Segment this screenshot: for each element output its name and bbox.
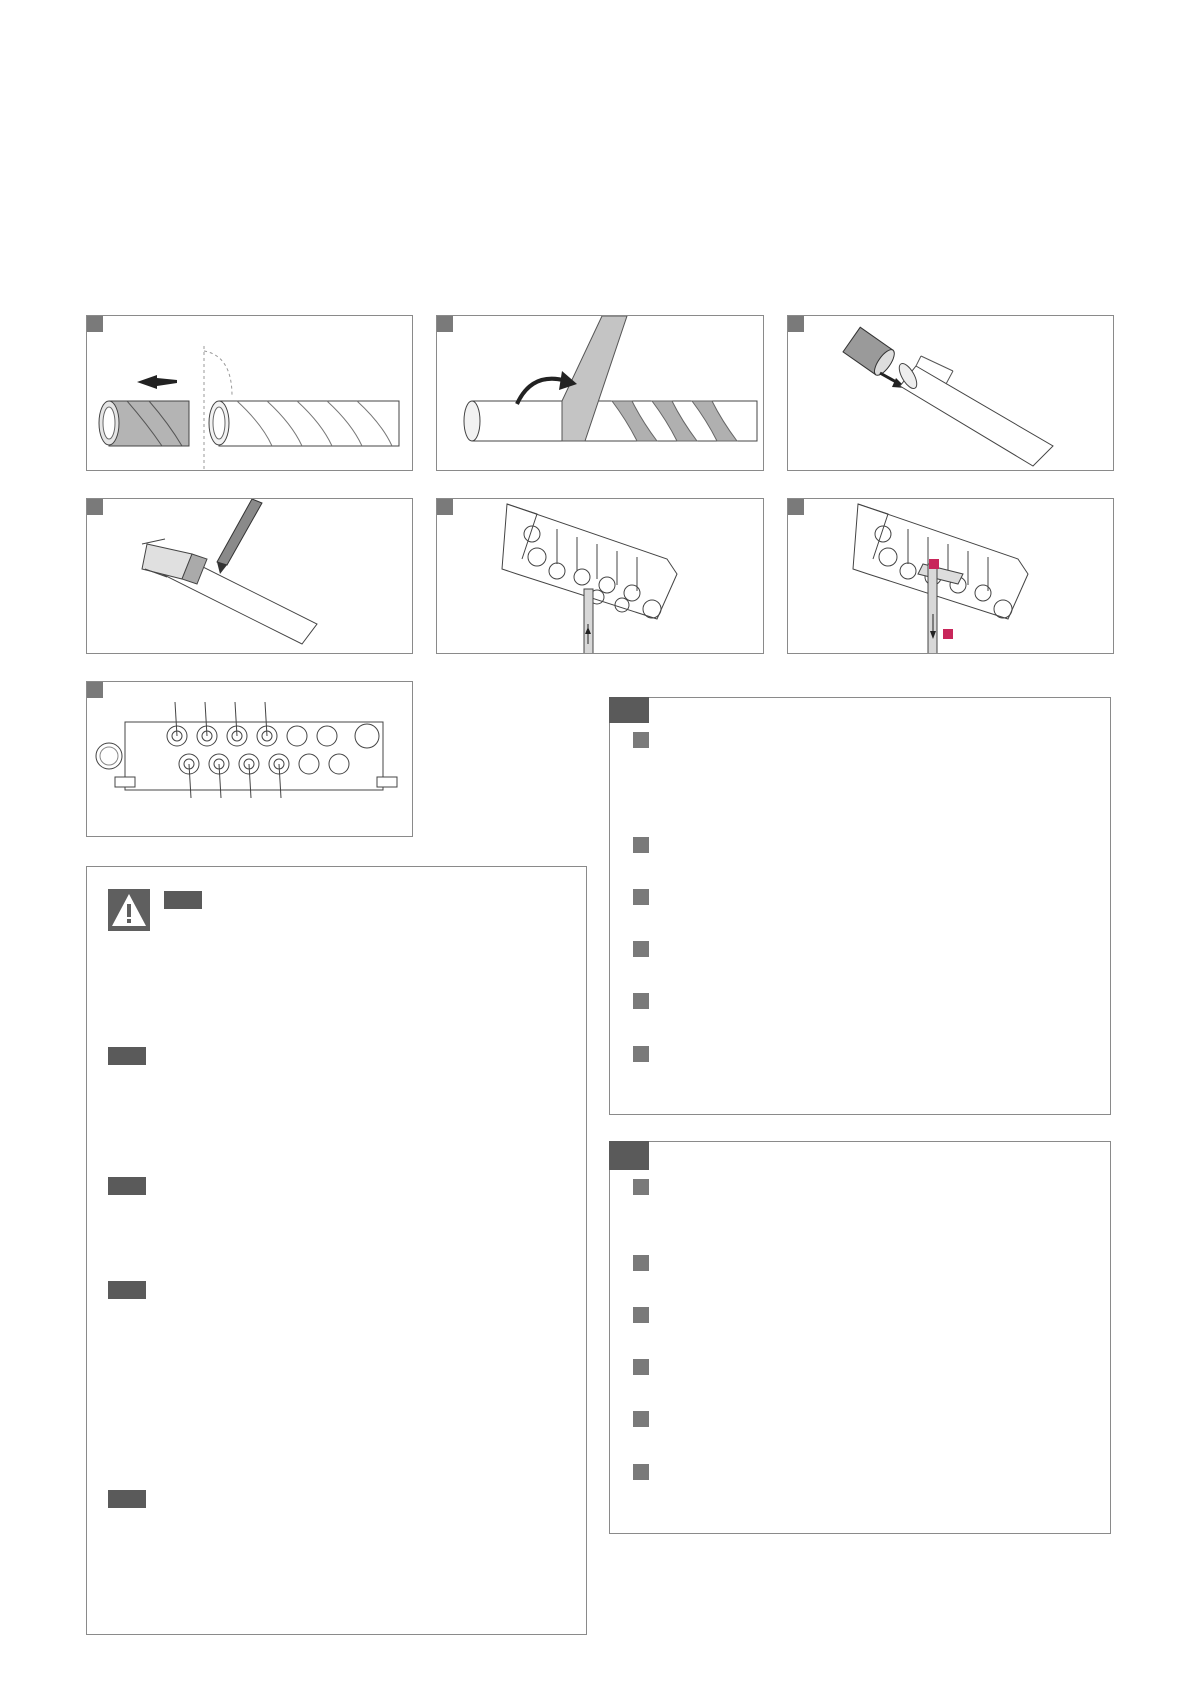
section-tag [108, 1047, 146, 1065]
procedure-box-b [609, 1141, 1111, 1534]
manifold-top-view-drawing [87, 682, 413, 837]
connector-fitting-drawing [788, 316, 1114, 471]
step-marker [633, 941, 649, 957]
step-marker [633, 1464, 649, 1480]
manifold-insertion-drawing [437, 499, 764, 654]
section-tag [108, 1281, 146, 1299]
figure-panel-4 [86, 498, 413, 654]
warning-triangle-icon [108, 889, 150, 931]
step-marker [633, 1359, 649, 1375]
step-marker [633, 837, 649, 853]
pipe-tape-removal-drawing [87, 316, 413, 471]
section-tag [108, 1177, 146, 1195]
step-marker [633, 732, 649, 748]
pipe-marking-drawing [87, 499, 413, 654]
figure-panel-6 [787, 498, 1114, 654]
highlight-marker [943, 629, 953, 639]
section-tag [164, 891, 202, 909]
procedure-header-tag [609, 697, 649, 723]
figure-panel-7 [86, 681, 413, 837]
figure-panel-2 [436, 315, 764, 471]
highlight-marker [929, 559, 939, 569]
tape-wrapping-drawing [437, 316, 764, 471]
step-marker [633, 1411, 649, 1427]
procedure-header-tag [609, 1141, 649, 1170]
step-marker [633, 1255, 649, 1271]
manifold-insertion-marked-drawing [788, 499, 1114, 654]
figure-panel-5 [436, 498, 764, 654]
warning-box [86, 866, 587, 1635]
step-marker [633, 1307, 649, 1323]
figure-panel-3 [787, 315, 1114, 471]
step-marker [633, 993, 649, 1009]
step-marker [633, 889, 649, 905]
step-marker [633, 1046, 649, 1062]
figure-panel-1 [86, 315, 413, 471]
procedure-box-a [609, 697, 1111, 1115]
section-tag [108, 1490, 146, 1508]
step-marker [633, 1179, 649, 1195]
